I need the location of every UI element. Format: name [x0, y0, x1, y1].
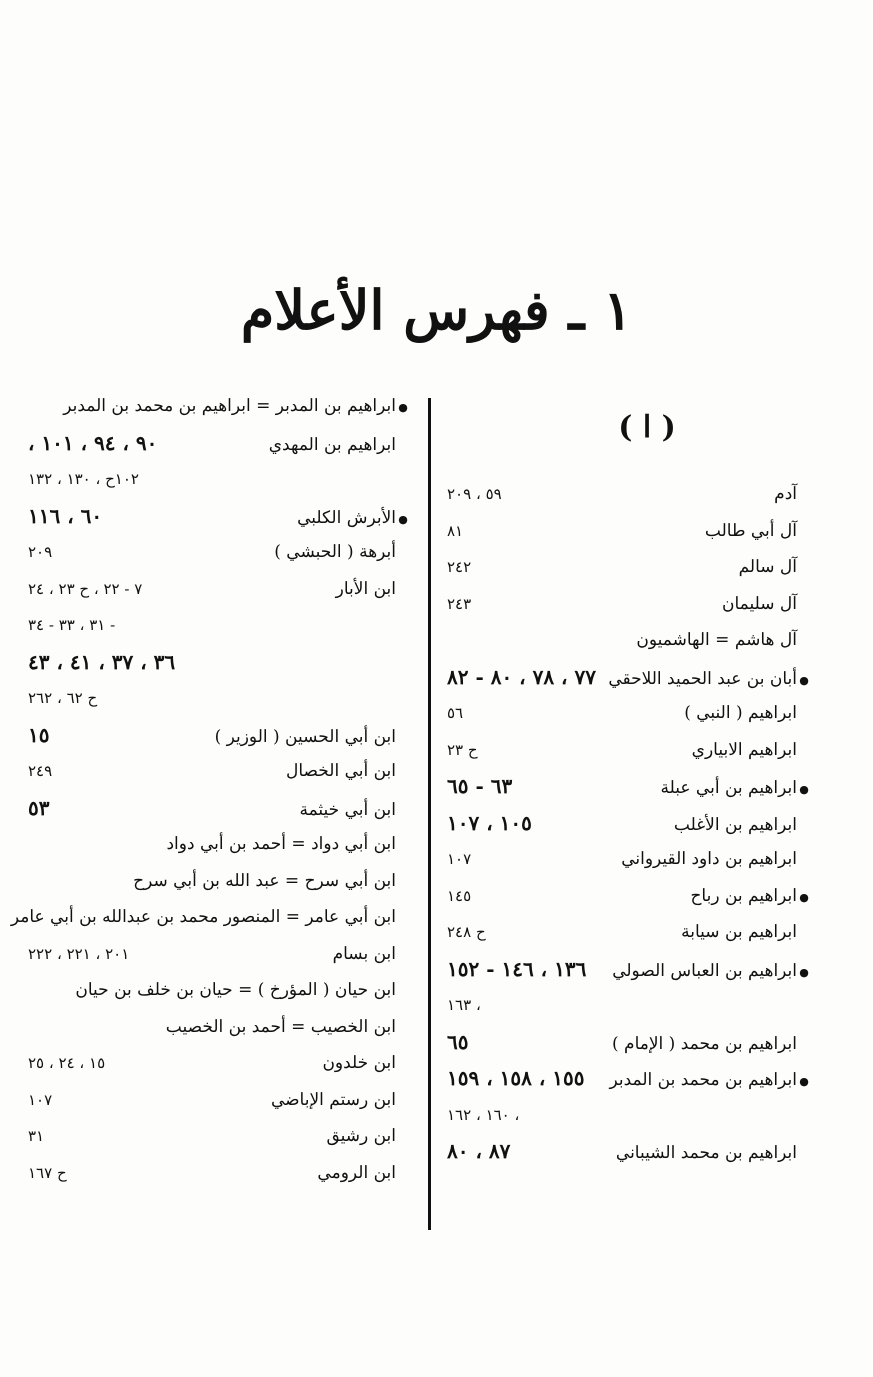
index-entry	[443, 586, 811, 623]
entry-pages: ٢٤٣	[447, 594, 472, 613]
entry-name: ابراهيم بن المدبر = ابراهيم بن محمد بن المدبر	[63, 396, 396, 416]
entry-pages: ٣١	[28, 1127, 45, 1145]
index-entry	[443, 841, 811, 878]
index-entry	[24, 498, 410, 535]
entry-pages: ٢٠٩	[28, 543, 53, 561]
index-entry	[24, 936, 410, 973]
entry-pages: ١٠٥ ، ١٠٧	[447, 810, 532, 835]
index-entry	[443, 549, 811, 586]
entry-name: ابن أبي خيثمة	[299, 799, 396, 820]
index-entry	[443, 1024, 811, 1061]
entry-pages: ٨٧ ، ٨٠	[447, 1139, 511, 1163]
entry-pages: ١٤٥	[447, 886, 472, 905]
entry-pages: ١٥ ، ٢٤ ، ٢٥	[28, 1054, 106, 1072]
left-entries	[10, 388, 410, 1191]
entry-pages: ح ١٦٧	[28, 1163, 67, 1182]
index-entry	[24, 1118, 410, 1155]
entry-pages: ٦٥	[447, 1029, 469, 1054]
entry-name: ابراهيم بن العباس الصولي	[612, 960, 797, 981]
entry-pages: ح ٦٢ ، ٢٦٢	[28, 689, 98, 707]
entry-pages: ٨١	[447, 521, 464, 540]
bullet-icon: ●	[799, 783, 809, 796]
entry-pages: ٦٠ ، ١١٦	[28, 503, 103, 528]
entry-name: ابن أبي دواد = أحمد بن أبي دواد	[166, 834, 396, 854]
right-entries	[443, 476, 811, 1170]
entry-pages: ٣٦ ، ٣٧ ، ٤١ ، ٤٣	[28, 649, 176, 674]
index-entry	[24, 972, 410, 1009]
index-entry	[24, 790, 410, 827]
entry-name: ابراهيم بن محمد ( الإمام )	[612, 1033, 797, 1054]
entry-pages: ، ١٦٣	[447, 996, 481, 1014]
index-entry	[443, 768, 811, 805]
index-entry	[10, 899, 410, 936]
entry-name: أبرهة ( الحبشي )	[274, 542, 396, 562]
entry-name: ابن أبي الحسين ( الوزير )	[214, 726, 396, 747]
entry-name: ابن بسام	[332, 943, 396, 964]
entry-name: آل هاشم = الهاشميون	[636, 630, 797, 650]
entry-pages: ١٣٦ ، ١٤٦ - ١٥٢	[447, 956, 587, 981]
entry-name: الأبرش الكلبي	[297, 507, 396, 528]
index-column-left	[10, 388, 410, 1191]
entry-name: آل سليمان	[722, 593, 797, 614]
entry-name: ابن حيان ( المؤرخ ) = حيان بن خلف بن حيان	[75, 980, 396, 1000]
entry-pages: ١٠٧	[28, 1090, 53, 1109]
entry-pages: ١٥٥ ، ١٥٨ ، ١٥٩	[447, 1066, 585, 1090]
bullet-icon: ●	[799, 965, 809, 979]
entry-name: ابراهيم بن أبي عبلة	[660, 778, 797, 798]
index-entry	[443, 513, 811, 550]
entry-pages: ١٠٢ح ، ١٣٠ ، ١٣٢	[28, 470, 139, 488]
entry-name: ابن رستم الإباضي	[270, 1089, 396, 1110]
index-entry	[443, 695, 811, 732]
bullet-icon: ●	[799, 673, 809, 687]
entry-pages: ٢٠١ ، ٢٢١ ، ٢٢٢	[28, 944, 130, 963]
entry-pages: ١٥	[28, 722, 50, 747]
entry-name: ابراهيم الابياري	[691, 739, 797, 760]
entry-name: آل سالم	[738, 557, 797, 577]
bullet-icon: ●	[799, 1075, 809, 1088]
index-entry	[24, 1045, 410, 1082]
entry-pages: ٢٤٢	[447, 558, 472, 576]
index-entry	[443, 1133, 811, 1170]
index-entry	[24, 680, 410, 717]
index-entry	[24, 571, 410, 608]
index-entry	[443, 622, 811, 659]
entry-name: ابراهيم بن سيابة	[681, 922, 797, 942]
letter-heading: ( ا )	[618, 410, 676, 445]
page-title: ١ ـ فهرس الأعلام	[240, 278, 633, 342]
entry-pages: ٥٣	[28, 795, 50, 820]
index-column-right	[443, 398, 811, 1170]
entry-name: ابن أبي الخصال	[286, 761, 396, 781]
index-entry	[24, 826, 410, 863]
index-entry	[24, 644, 410, 681]
index-entry	[24, 1155, 410, 1192]
entry-name: ابراهيم بن رباح	[690, 885, 797, 906]
entry-pages: ٧ - ٢٢ ، ح ٢٣ ، ٢٤	[28, 579, 143, 598]
index-entry	[24, 1009, 410, 1046]
bullet-icon: ●	[799, 890, 809, 904]
entry-name: ابن الرومي	[317, 1162, 396, 1183]
index-entry	[443, 1060, 811, 1097]
entry-pages: ٥٩ ، ٢٠٩	[447, 485, 502, 503]
entry-name: آل أبي طالب	[704, 520, 797, 541]
entry-name: ابن الأبار	[335, 578, 396, 599]
index-entry	[443, 476, 811, 513]
entry-name: ابراهيم بن محمد الشيباني	[615, 1143, 797, 1163]
entry-name: ابن الخصيب = أحمد بن الخصيب	[165, 1016, 396, 1037]
index-entry	[443, 805, 811, 842]
index-entry	[24, 863, 410, 900]
index-entry	[24, 607, 410, 644]
index-entry	[24, 534, 410, 571]
index-entry	[24, 461, 410, 498]
index-entry	[443, 1097, 811, 1134]
entry-name: آدم	[774, 484, 797, 504]
entry-name: ابن أبي سرح = عبد الله بن أبي سرح	[133, 870, 396, 891]
entry-pages: ٦٣ - ٦٥	[447, 774, 513, 798]
entry-name: ابن رشيق	[326, 1126, 396, 1146]
index-entry	[443, 914, 811, 951]
entry-pages: ح ٢٤٨	[447, 923, 486, 941]
bullet-icon: ●	[398, 512, 408, 526]
entry-pages: ، ١٦٠ ، ١٦٢	[447, 1105, 520, 1124]
index-entry	[443, 951, 811, 988]
index-entry	[24, 753, 410, 790]
entry-pages: ٧٧ ، ٧٨ ، ٨٠ - ٨٢	[447, 664, 596, 689]
entry-name: ابراهيم بن الأغلب	[673, 814, 797, 835]
entry-pages: ٩٠ ، ٩٤ ، ١٠١ ،	[28, 430, 158, 455]
entry-pages: ٢٤٩	[28, 762, 53, 780]
index-entry	[443, 659, 811, 696]
index-entry	[443, 732, 811, 769]
index-entry	[24, 388, 410, 425]
index-entry	[24, 425, 410, 462]
entry-name: ابراهيم بن داود القيرواني	[621, 849, 797, 869]
entry-pages: ٥٦	[447, 704, 464, 722]
index-entry	[24, 717, 410, 754]
entry-pages: - ٣١ ، ٣٣ - ٣٤	[28, 616, 116, 634]
entry-name: ابن أبي عامر = المنصور محمد بن عبدالله بن أبي عامر	[10, 907, 396, 927]
column-divider	[428, 398, 431, 1230]
index-entry	[443, 878, 811, 915]
entry-name: أبان بن عبد الحميد اللاحقي	[608, 668, 797, 689]
entry-name: ابراهيم بن محمد بن المدبر	[609, 1070, 797, 1090]
index-entry	[443, 987, 811, 1024]
bullet-icon: ●	[398, 401, 408, 414]
entry-pages: ١٠٧	[447, 850, 472, 868]
entry-name: ابن خلدون	[322, 1053, 396, 1073]
entry-name: ابراهيم بن المهدي	[268, 434, 396, 455]
entry-pages: ح ٢٣	[447, 740, 478, 759]
entry-name: ابراهيم ( النبي )	[684, 703, 797, 723]
index-entry	[24, 1082, 410, 1119]
